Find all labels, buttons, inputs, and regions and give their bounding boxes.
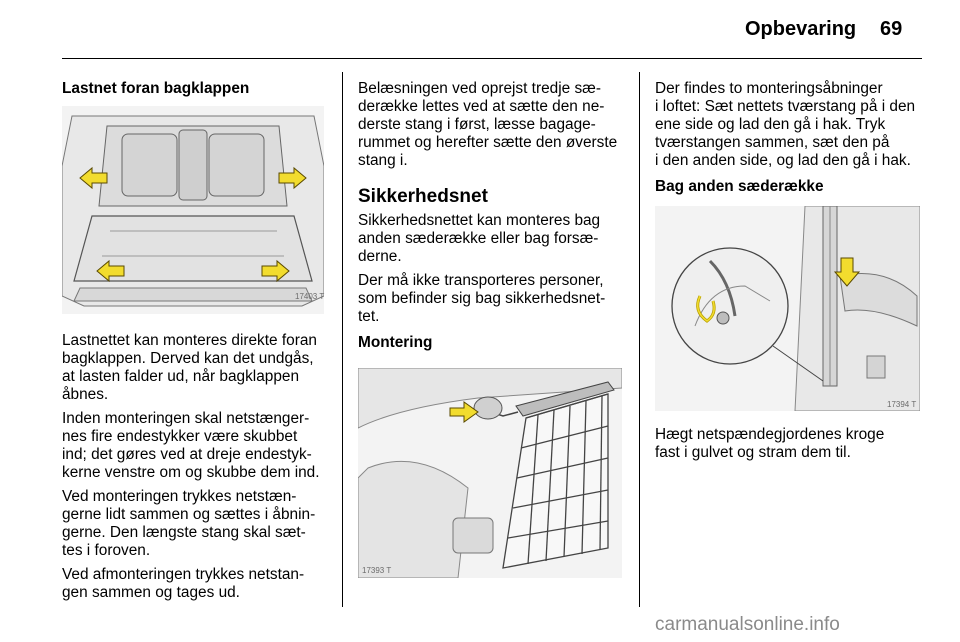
- paragraph: [62, 410, 334, 482]
- text-line: i den anden side, og lad den gå i hak.: [655, 152, 911, 169]
- figure-cargo-net-trunk: [62, 106, 324, 314]
- column-divider-2: [639, 72, 640, 607]
- text-line: gerne. Den længste stang skal sæt-: [62, 524, 306, 541]
- page-header-title: Opbevaring: [745, 18, 857, 40]
- text-line: Der findes to monteringsåbninger: [655, 80, 883, 97]
- text-line: rummet og herefter sætte den øverste: [358, 134, 618, 151]
- text-line: gerne lidt sammen og sættes i åbnin-: [62, 506, 316, 523]
- subheading-bag-anden-saederaekke: Bag anden sæderække: [655, 178, 824, 195]
- text-line: kerne venstre om og skubbe dem ind.: [62, 464, 320, 481]
- text-line: gen sammen og tages ud.: [62, 584, 240, 601]
- paragraph: [655, 426, 935, 462]
- paragraph: [358, 80, 633, 170]
- section-heading-lastnet: Lastnet foran bagklappen: [62, 80, 250, 97]
- text-line: Sikkerhedsnettet kan monteres bag: [358, 212, 601, 229]
- column-1-body: [62, 332, 334, 608]
- text-line: Belæsningen ved oprejst tredje sæ-: [358, 80, 601, 97]
- text-line: åbnes.: [62, 386, 109, 403]
- text-line: tes i foroven.: [62, 542, 151, 559]
- paragraph: [62, 488, 334, 560]
- text-line: derne.: [358, 248, 402, 265]
- text-line: derste stang i først, læsse bagage-: [358, 116, 596, 133]
- text-line: tværstangen sammen, sæt den på: [655, 134, 890, 151]
- column-2: [358, 80, 633, 352]
- text-line: som befinder sig bag sikkerhedsnet-: [358, 290, 606, 307]
- text-line: nes fire endestykker være skubbet: [62, 428, 298, 445]
- paragraph: [358, 212, 633, 266]
- trunk-illustration: [62, 106, 324, 314]
- text-line: Der må ikke transporteres personer,: [358, 272, 604, 289]
- text-line: Inden monteringen skal netstænger-: [62, 410, 310, 427]
- figure-net-mounting: [358, 368, 622, 578]
- text-line: i loftet: Sæt nettets tværstang på i den: [655, 98, 916, 115]
- paragraph: [358, 272, 633, 326]
- figure-code: 17403 T: [295, 292, 325, 301]
- text-line: fast i gulvet og stram dem til.: [655, 444, 851, 461]
- page-number: 69: [880, 18, 903, 40]
- figure-code: 17394 T: [887, 400, 917, 409]
- column-3: [655, 80, 935, 196]
- column-divider-1: [342, 72, 343, 607]
- figure-code: 17393 T: [362, 566, 392, 575]
- text-line: Hægt netspændegjordenes kroge: [655, 426, 885, 443]
- section-title-sikkerhedsnet: Sikkerhedsnet: [358, 186, 488, 207]
- text-line: stang i.: [358, 152, 408, 169]
- text-line: ene side og lad den gå i hak. Tryk: [655, 116, 886, 133]
- header-rule: [62, 58, 922, 59]
- footer-watermark: carmanualsonline.info: [655, 614, 840, 635]
- paragraph: [62, 566, 334, 602]
- text-line: anden sæderække eller bag forsæ-: [358, 230, 599, 247]
- paragraph: [655, 80, 935, 170]
- text-line: at lasten falder ud, når bagklappen: [62, 368, 300, 385]
- column-1: [62, 80, 332, 98]
- text-line: bagklappen. Derved kan det undgås,: [62, 350, 314, 367]
- paragraph: [62, 332, 334, 404]
- net-mounting-illustration: [358, 368, 622, 578]
- subheading-montering: Montering: [358, 334, 433, 351]
- figure-strap-hook: [655, 206, 920, 411]
- text-line: Lastnettet kan monteres direkte foran: [62, 332, 317, 349]
- text-line: Ved afmonteringen trykkes netstan-: [62, 566, 305, 583]
- text-line: tet.: [358, 308, 380, 325]
- text-line: ind; det gøres ved at dreje endestyk-: [62, 446, 312, 463]
- text-line: Ved monteringen trykkes netstæn-: [62, 488, 297, 505]
- text-line: derække lettes ved at sætte den ne-: [358, 98, 605, 115]
- column-3-body: [655, 426, 935, 468]
- strap-hook-illustration: [655, 206, 920, 411]
